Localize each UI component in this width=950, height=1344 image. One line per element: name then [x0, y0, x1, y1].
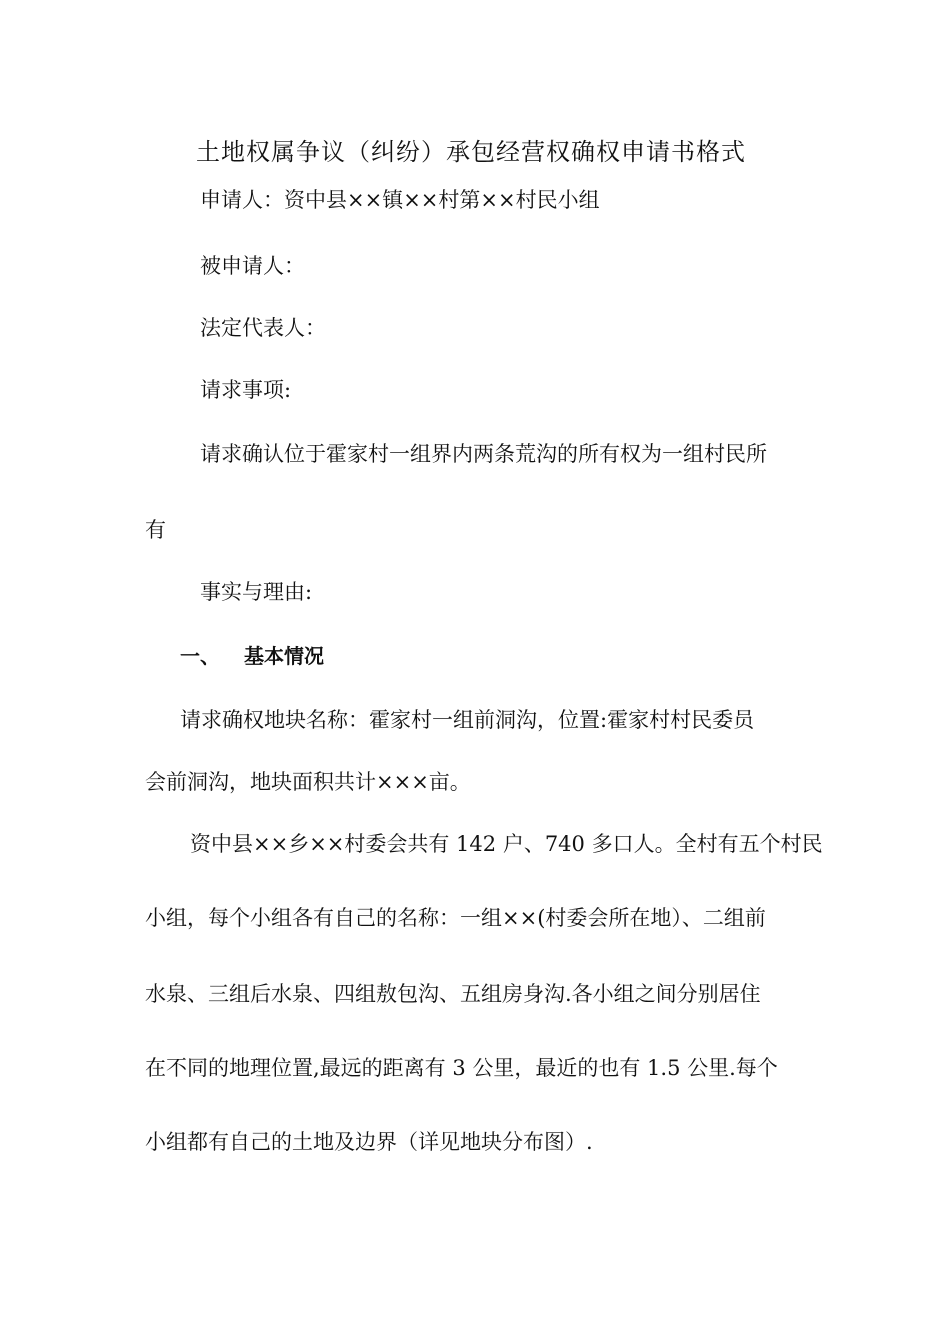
- document-title: 土地权属争议（纠纷）承包经营权确权申请书格式: [196, 138, 746, 166]
- legal-representative-line: 法定代表人：: [200, 316, 326, 340]
- paragraph-2-line-5: 小组都有自己的土地及边界（详见地块分布图）.: [145, 1130, 593, 1154]
- paragraph-2-line-4: 在不同的地理位置,最远的距离有 3 公里，最近的也有 1.5 公里.每个: [145, 1056, 778, 1080]
- paragraph-2-line-1: 资中县××乡××村委会共有 142 户、740 多口人。全村有五个村民: [190, 832, 823, 856]
- section-number: 一、: [180, 644, 220, 668]
- paragraph-2-line-2: 小组，每个小组各有自己的名称：一组××(村委会所在地）、二组前: [145, 906, 766, 930]
- respondent-line: 被申请人：: [200, 254, 305, 278]
- facts-label: 事实与理由:: [200, 580, 313, 604]
- request-label: 请求事项:: [200, 378, 292, 402]
- paragraph-2-line-3: 水泉、三组后水泉、四组敖包沟、五组房身沟.各小组之间分别居住: [145, 982, 761, 1006]
- request-text-line-2: 有: [145, 518, 166, 542]
- section-heading-basic-situation: [180, 642, 324, 670]
- applicant-line: 申请人：资中县××镇××村第××村民小组: [200, 188, 600, 212]
- request-text-line-1: 请求确认位于霍家村一组界内两条荒沟的所有权为一组村民所: [200, 442, 767, 466]
- paragraph-1-line-1: 请求确权地块名称：霍家村一组前洞沟，位置:霍家村村民委员: [180, 708, 755, 732]
- section-title: 基本情况: [244, 644, 324, 668]
- paragraph-1-line-2: 会前洞沟，地块面积共计×××亩。: [145, 770, 471, 794]
